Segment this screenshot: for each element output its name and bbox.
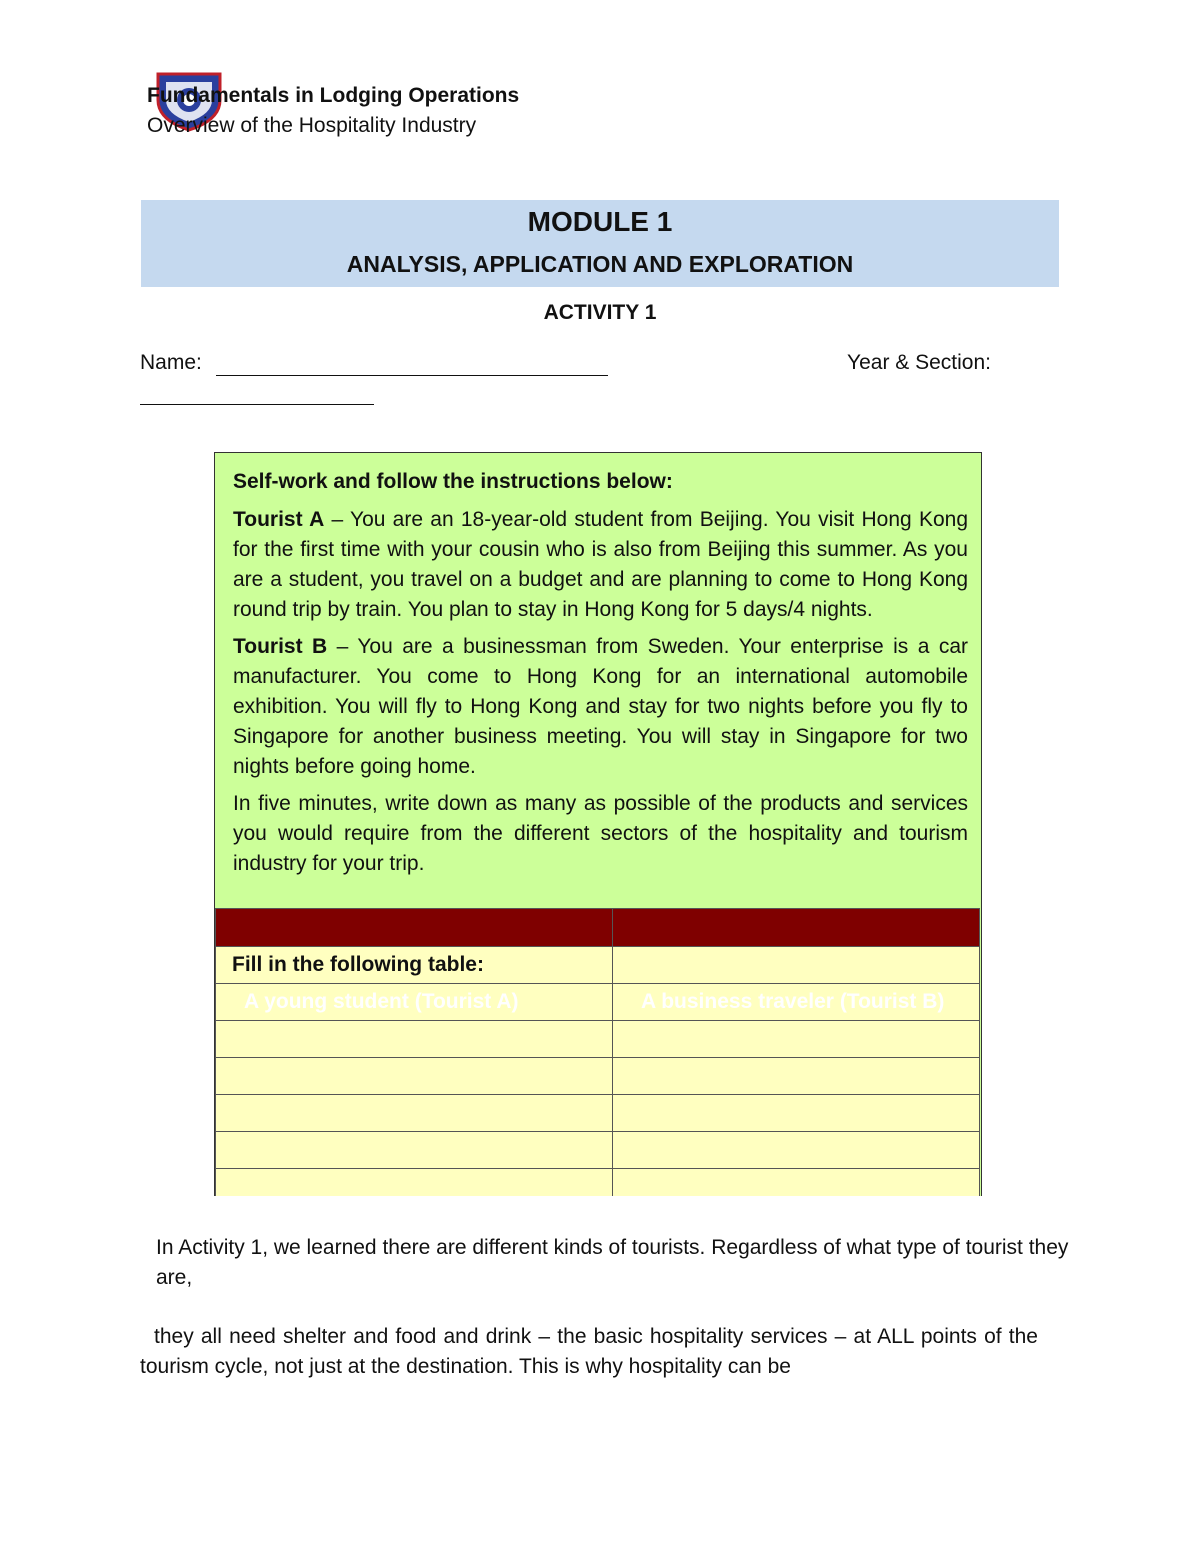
table-header-cell <box>216 909 613 947</box>
table-cell[interactable] <box>613 1021 980 1058</box>
table-row <box>216 1169 980 1197</box>
table-row <box>216 1095 980 1132</box>
table-header-band <box>216 909 980 947</box>
tourist-a-text: – You are an 18-year-old student from Beijing. You visit Hong Kong for the first time with your cousin who is also from Beijing this summer. As you are a student, you travel on a budget and are planning to come to Hong Kong round trip by train. You plan to stay in Hong Kong for 5 days/4 nights. <box>233 508 968 621</box>
table-row <box>216 1132 980 1169</box>
year-section-blank[interactable] <box>140 404 374 405</box>
instructions-box <box>214 452 982 1196</box>
tourist-a-label: Tourist A <box>233 508 325 531</box>
table-cell[interactable] <box>216 1021 613 1058</box>
table-cell[interactable] <box>216 1169 613 1197</box>
body-paragraph-2: they all need shelter and food and drink – the basic hospitality services – at ALL points of the tourism cycle, not just at the destination. This is why hospitality can be <box>140 1325 1038 1378</box>
table-cell[interactable] <box>216 1058 613 1095</box>
table-header-cell <box>613 909 980 947</box>
module-banner <box>141 200 1059 287</box>
fill-table-label: Fill in the following table: <box>216 947 613 984</box>
instructions-lead: Self-work and follow the instructions below: <box>233 470 673 493</box>
activity-title: ACTIVITY 1 <box>543 301 657 324</box>
body-paragraph-1: In Activity 1, we learned there are different kinds of tourists. Regardless of what type of tourist they are, <box>156 1236 1069 1289</box>
column-header-tourist-a: A young student (Tourist A) <box>216 984 613 1021</box>
table-cell <box>613 947 980 984</box>
tourist-b-label: Tourist B <box>233 635 328 658</box>
table-cell[interactable] <box>613 1169 980 1197</box>
name-label: Name: <box>140 351 202 374</box>
table-cell[interactable] <box>216 1132 613 1169</box>
year-section-label: Year & Section: <box>847 351 991 374</box>
instructions-text <box>233 467 968 886</box>
document-subtitle: Overview of the Hospitality Industry <box>147 114 477 137</box>
table-instruction-row <box>216 947 980 984</box>
table-column-headers <box>216 984 980 1021</box>
table-row <box>216 1058 980 1095</box>
task-paragraph: In five minutes, write down as many as possible of the products and services you would require from the different sectors of the hospitality and tourism industry for your trip. <box>233 792 968 875</box>
tourist-b-paragraph <box>233 632 968 782</box>
tourist-needs-table <box>215 908 980 1196</box>
tourist-a-paragraph <box>233 505 968 625</box>
document-title: Fundamentals in Lodging Operations <box>147 84 520 107</box>
table-row <box>216 1021 980 1058</box>
name-blank[interactable] <box>216 375 608 376</box>
column-header-tourist-b: A business traveler (Tourist B) <box>613 984 980 1021</box>
table-cell[interactable] <box>613 1095 980 1132</box>
table-cell[interactable] <box>613 1058 980 1095</box>
table-cell[interactable] <box>216 1095 613 1132</box>
module-heading: ANALYSIS, APPLICATION AND EXPLORATION <box>346 251 854 277</box>
module-number: MODULE 1 <box>527 206 673 237</box>
table-cell[interactable] <box>613 1132 980 1169</box>
tourist-b-text: – You are a businessman from Sweden. Your enterprise is a car manufacturer. You come to Hong Kong for an international automobile exhibition. You will fly to Hong Kong and stay for two nights before you fly to Singapore for another business meeting. You will stay in Singapore for two nights before going home. <box>233 635 968 778</box>
